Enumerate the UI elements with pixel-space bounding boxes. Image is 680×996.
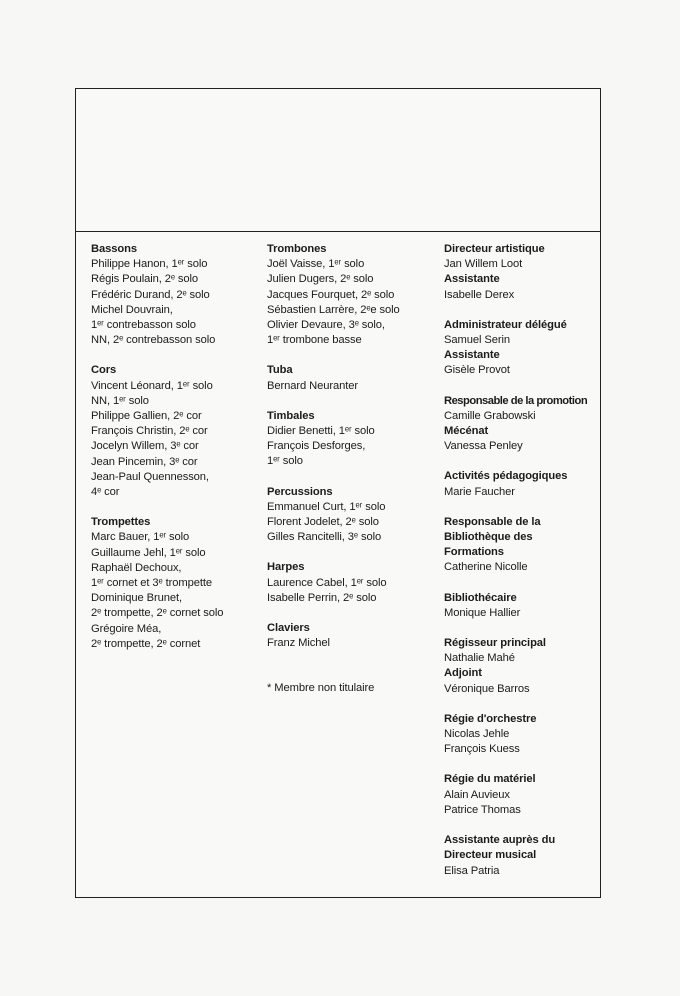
section-trombones [267,242,437,348]
section-responsable-bibliotheque [444,515,594,576]
member-line: Jan Willem Loot [444,258,523,271]
member-line: 1ᵉʳ solo [267,455,303,468]
member-line: Dominique Brunet, [91,592,182,605]
member-line: Jean-Paul Quennesson, [91,470,209,483]
section-heading: Régie d'orchestre [444,712,537,725]
member-line: Jocelyn Willem, 3ᵉ cor [91,440,199,453]
member-line: Franz Michel [267,637,330,650]
member-line: Philippe Hanon, 1ᵉʳ solo [91,258,208,271]
section-percussions [267,485,437,546]
section-adjoint [444,666,594,696]
section-bassons [91,242,261,348]
member-line: Grégoire Méa, [91,622,162,635]
section-heading: Cors [91,364,117,377]
section-heading: Assistante [444,349,500,362]
member-line: Raphaël Dechoux, [91,561,182,574]
section-assistante [444,272,594,302]
member-line: Patrice Thomas [444,803,521,816]
member-line: Michel Douvrain, [91,303,173,316]
member-line: Gisèle Provot [444,364,510,377]
member-line: Isabelle Perrin, 2ᵉ solo [267,591,377,604]
member-line: Catherine Nicolle [444,561,528,574]
member-line: 1ᵉʳ cornet et 3ᵉ trompette [91,577,212,590]
member-line: Frédéric Durand, 2ᵉ solo [91,288,210,301]
section-cors [91,363,261,500]
column-percussion-brass [267,242,437,697]
section-mecenat [444,424,594,454]
member-line: Florent Jodelet, 2ᵉ solo [267,516,379,529]
section-heading: Activités pédagogiques [444,470,568,483]
member-line: Bernard Neuranter [267,379,358,392]
member-line: Isabelle Derex [444,288,515,301]
member-line: Vanessa Penley [444,440,523,453]
member-line: NN, 2ᵉ contrebasson solo [91,334,216,347]
member-line: 1ᵉʳ contrebasson solo [91,319,196,332]
member-line: Camille Grabowski [444,409,536,422]
member-line: François Desforges, [267,440,366,453]
member-line: Julien Dugers, 2ᵉ solo [267,273,374,286]
member-line: Nicolas Jehle [444,728,510,741]
member-line: Monique Hallier [444,606,521,619]
member-line: Véronique Barros [444,682,530,695]
section-bibliothecaire [444,591,594,621]
section-regie-orchestre [444,712,594,758]
section-heading: Régisseur principal [444,637,546,650]
section-heading: Harpes [267,561,305,574]
member-line: Sébastien Larrère, 2ᵉe solo [267,303,400,316]
member-line: Jacques Fourquet, 2ᵉ solo [267,288,395,301]
section-heading: Responsable de la promotion [444,394,588,407]
section-heading: Claviers [267,622,310,635]
section-heading: Trompettes [91,516,151,529]
member-line: François Kuess [444,743,520,756]
member-line: 2ᵉ trompette, 2ᵉ cornet solo [91,607,224,620]
member-line: Alain Auvieux [444,788,510,801]
member-line: 4ᵉ cor [91,486,120,499]
member-line: Régis Poulain, 2ᵉ solo [91,273,199,286]
section-trompettes [91,515,261,652]
section-administrateur-delegue [444,318,594,348]
column-brass-winds [91,242,261,667]
section-timbales [267,409,437,470]
member-line: Philippe Gallien, 2ᵉ cor [91,410,202,423]
section-heading: Adjoint [444,667,482,680]
section-claviers [267,621,437,651]
section-heading: Responsable de la Bibliothèque des Formations [444,515,541,559]
member-line: Marc Bauer, 1ᵉʳ solo [91,531,190,544]
section-heading: Bassons [91,243,137,255]
member-line: François Christin, 2ᵉ cor [91,425,208,438]
section-activites-pedagogiques [444,469,594,499]
section-regisseur-principal [444,636,594,666]
member-line: Samuel Serin [444,334,510,347]
section-heading: Percussions [267,485,333,498]
member-line: Laurence Cabel, 1ᵉʳ solo [267,576,387,589]
section-directeur-artistique [444,242,594,272]
member-line: NN, 1ᵉʳ solo [91,394,149,407]
column-administration [444,242,594,879]
section-heading: Administrateur délégué [444,318,567,331]
member-line: Nathalie Mahé [444,652,515,665]
section-heading: Assistante [444,273,500,286]
section-heading: Régie du matériel [444,773,536,786]
section-heading: Assistante auprès du Directeur musical [444,834,556,862]
section-tuba [267,363,437,393]
member-line: Didier Benetti, 1ᵉʳ solo [267,425,375,438]
member-line: Jean Pincemin, 3ᵉ cor [91,455,198,468]
member-line: 2ᵉ trompette, 2ᵉ cornet [91,637,201,650]
member-line: Olivier Devaure, 3ᵉ solo, [267,319,385,332]
section-heading: Directeur artistique [444,243,545,255]
divider-line [75,231,601,232]
member-line: Joël Vaisse, 1ᵉʳ solo [267,258,365,271]
member-line: Emmanuel Curt, 1ᵉʳ solo [267,500,386,513]
member-line: Elisa Patria [444,864,500,877]
member-line: Gilles Rancitelli, 3ᵉ solo [267,531,382,544]
section-assistante-admin [444,348,594,378]
section-heading: Bibliothécaire [444,591,517,604]
section-regie-materiel [444,772,594,818]
section-heading: Timbales [267,409,315,422]
member-line: Vincent Léonard, 1ᵉʳ solo [91,379,213,392]
section-harpes [267,560,437,606]
member-line: Guillaume Jehl, 1ᵉʳ solo [91,546,206,559]
section-responsable-promotion [444,394,594,424]
section-heading: Trombones [267,243,327,255]
section-heading: Mécénat [444,425,489,438]
footnote: * Membre non titulaire [267,682,375,695]
member-line: Marie Faucher [444,485,515,498]
section-heading: Tuba [267,364,293,377]
section-assistante-directeur-musical [444,833,594,879]
member-line: 1ᵉʳ trombone basse [267,334,362,347]
